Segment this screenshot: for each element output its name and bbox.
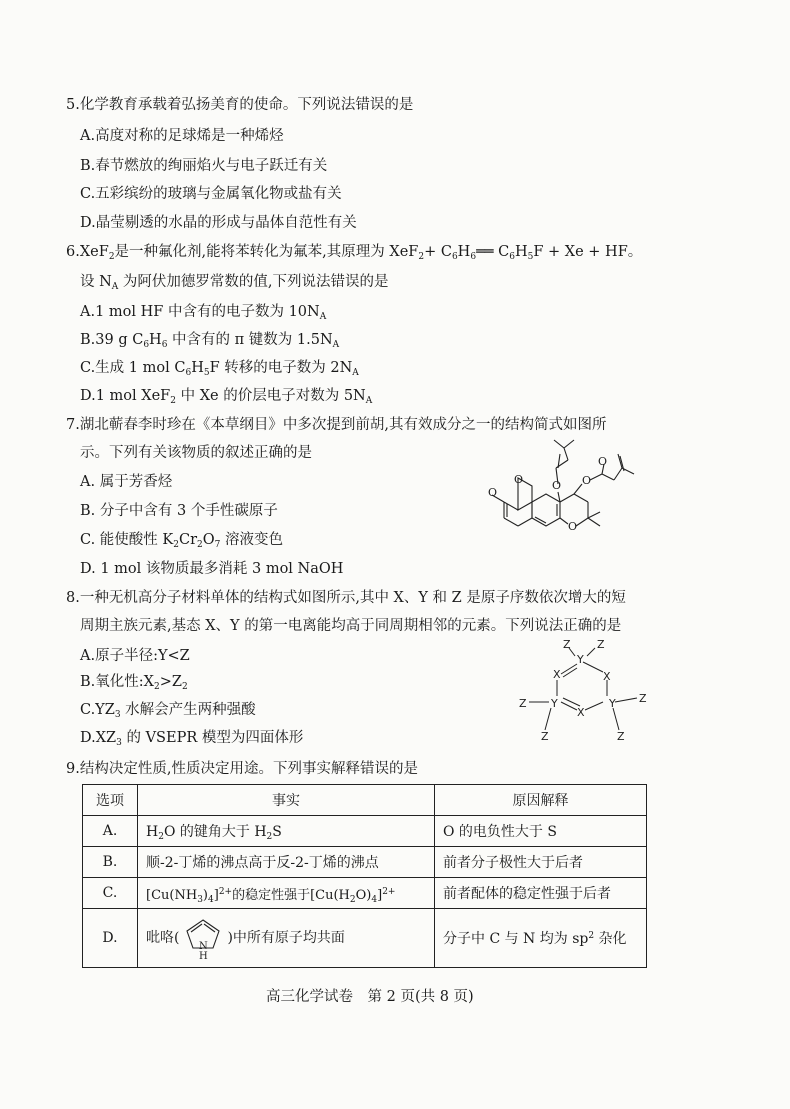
q6-line2: 设 $N_A$ 为阿伏加德罗常数的值,下列说法错误的是 <box>80 274 389 292</box>
svg-text:Z: Z <box>617 730 625 743</box>
svg-text:Z: Z <box>597 640 605 651</box>
table-header-row <box>83 785 647 816</box>
q6-option-d: D.1 mol XeF$_2$ 中 Xe 的价层电子对数为 $5N_A$ <box>80 388 373 406</box>
q5-stem: 5.化学教育承载着弘扬美育的使命。下列说法错误的是 <box>66 97 414 113</box>
svg-text:Z: Z <box>639 692 647 705</box>
q6-option-a: A.1 mol HF 中含有的电子数为 $10N_A$ <box>80 304 327 322</box>
table-row <box>83 878 647 909</box>
q5-option-a: A.高度对称的足球烯是一种烯烃 <box>80 128 284 144</box>
svg-text:O: O <box>552 479 562 492</box>
page-footer: 高三化学试卷 第 2 页(共 8 页) <box>266 989 474 1005</box>
q5-option-b: B.春节燃放的绚丽焰火与电子跃迁有关 <box>80 158 328 174</box>
row-reason: 分子中 C 与 N 均为 $sp^2$ 杂化 <box>435 909 647 968</box>
q5-option-d: D.晶莹剔透的水晶的形成与晶体自范性有关 <box>80 215 357 231</box>
row-option: A. <box>83 816 138 847</box>
svg-text:Z: Z <box>563 640 571 651</box>
q6-option-c: C.生成 1 mol $C_6H_5F$ 转移的电子数为 $2N_A$ <box>80 360 359 378</box>
q5-option-c: C.五彩缤纷的玻璃与金属氧化物或盐有关 <box>80 186 342 202</box>
q7-option-c: C. 能使酸性 $K_2Cr_2O_7$ 溶液变色 <box>80 532 283 550</box>
table-row <box>83 816 647 847</box>
svg-text:Z: Z <box>541 730 549 743</box>
row-fact: $[Cu(NH_3)_4]^{2+}$的稳定性强于$[Cu(H_2O)_4]^{2+}$ <box>138 878 435 909</box>
q8-option-c: $C.YZ_3$ 水解会产生两种强酸 <box>80 702 256 720</box>
row-fact: $H_2O$ 的键角大于 $H_2S$ <box>138 816 435 847</box>
q7-line1: 7.湖北蕲春李时珍在《本草纲目》中多次提到前胡,其有效成分之一的结构简式如图所 <box>66 417 607 433</box>
svg-text:Y: Y <box>551 697 558 710</box>
row-reason: 前者配体的稳定性强于后者 <box>435 878 647 909</box>
svg-text:O: O <box>488 486 498 499</box>
q8-line1: 8.一种无机高分子材料单体的结构式如图所示,其中 X、Y 和 Z 是原子序数依次增大的短 <box>66 590 626 606</box>
q8-option-b: B.氧化性$:X_2>Z_2$ <box>80 674 188 692</box>
q8-option-d: $D.XZ_3$ 的 VSEPR 模型为四面体形 <box>80 730 304 748</box>
pyrrole-structure <box>179 916 227 960</box>
row-fact: 顺-2-丁烯的沸点高于反-2-丁烯的沸点 <box>138 847 435 878</box>
svg-text:H: H <box>199 951 209 960</box>
svg-text:O: O <box>514 473 524 486</box>
svg-text:O: O <box>598 455 608 468</box>
q6-stem: 6.XeF$_2$是一种氟化剂,能将苯转化为氟苯,其原理为 $XeF_2+ C_6H_6══$ $C_6H_5F + Xe$ + HF。 <box>66 244 643 262</box>
q9-stem: 9.结构决定性质,性质决定用途。下列事实解释错误的是 <box>66 761 418 777</box>
svg-text:N: N <box>199 941 209 952</box>
q7-option-a: A. 属于芳香烃 <box>80 474 173 490</box>
row-reason: O 的电负性大于 S <box>435 816 647 847</box>
row-option: D. <box>83 909 138 968</box>
svg-text:X: X <box>553 668 561 681</box>
svg-text:Y: Y <box>577 653 584 666</box>
q7-option-d: D. 1 mol 该物质最多消耗 3 mol NaOH <box>80 561 344 577</box>
svg-text:X: X <box>603 670 611 683</box>
row-fact: 吡咯( N H )中所有原子均共面 <box>138 909 435 968</box>
svg-text:Z: Z <box>519 697 527 710</box>
q9-table <box>82 784 647 968</box>
q6-option-b: B.39 g $C_6H_6$ 中含有的 π 键数为 $1.5N_A$ <box>80 332 340 350</box>
svg-text:O: O <box>582 474 592 487</box>
q7-option-b: B. 分子中含有 3 个手性碳原子 <box>80 503 278 519</box>
header-option: 选项 <box>83 785 138 816</box>
header-fact: 事实 <box>138 785 435 816</box>
q7-line2: 示。下列有关该物质的叙述正确的是 <box>80 445 312 461</box>
svg-text:X: X <box>577 706 585 719</box>
row-reason: 前者分子极性大于后者 <box>435 847 647 878</box>
q8-option-a: A.原子半径:Y<Z <box>80 648 190 664</box>
svg-text:O: O <box>568 520 578 533</box>
table-row <box>83 909 647 968</box>
row-option: B. <box>83 847 138 878</box>
q7-molecule-structure <box>488 438 658 578</box>
q8-ring-structure <box>515 640 655 752</box>
q8-line2: 周期主族元素,基态 X、Y 的第一电离能均高于同周期相邻的元素。下列说法正确的是 <box>80 618 622 634</box>
header-reason: 原因解释 <box>435 785 647 816</box>
row-option: C. <box>83 878 138 909</box>
table-row <box>83 847 647 878</box>
svg-text:Y: Y <box>609 697 616 710</box>
